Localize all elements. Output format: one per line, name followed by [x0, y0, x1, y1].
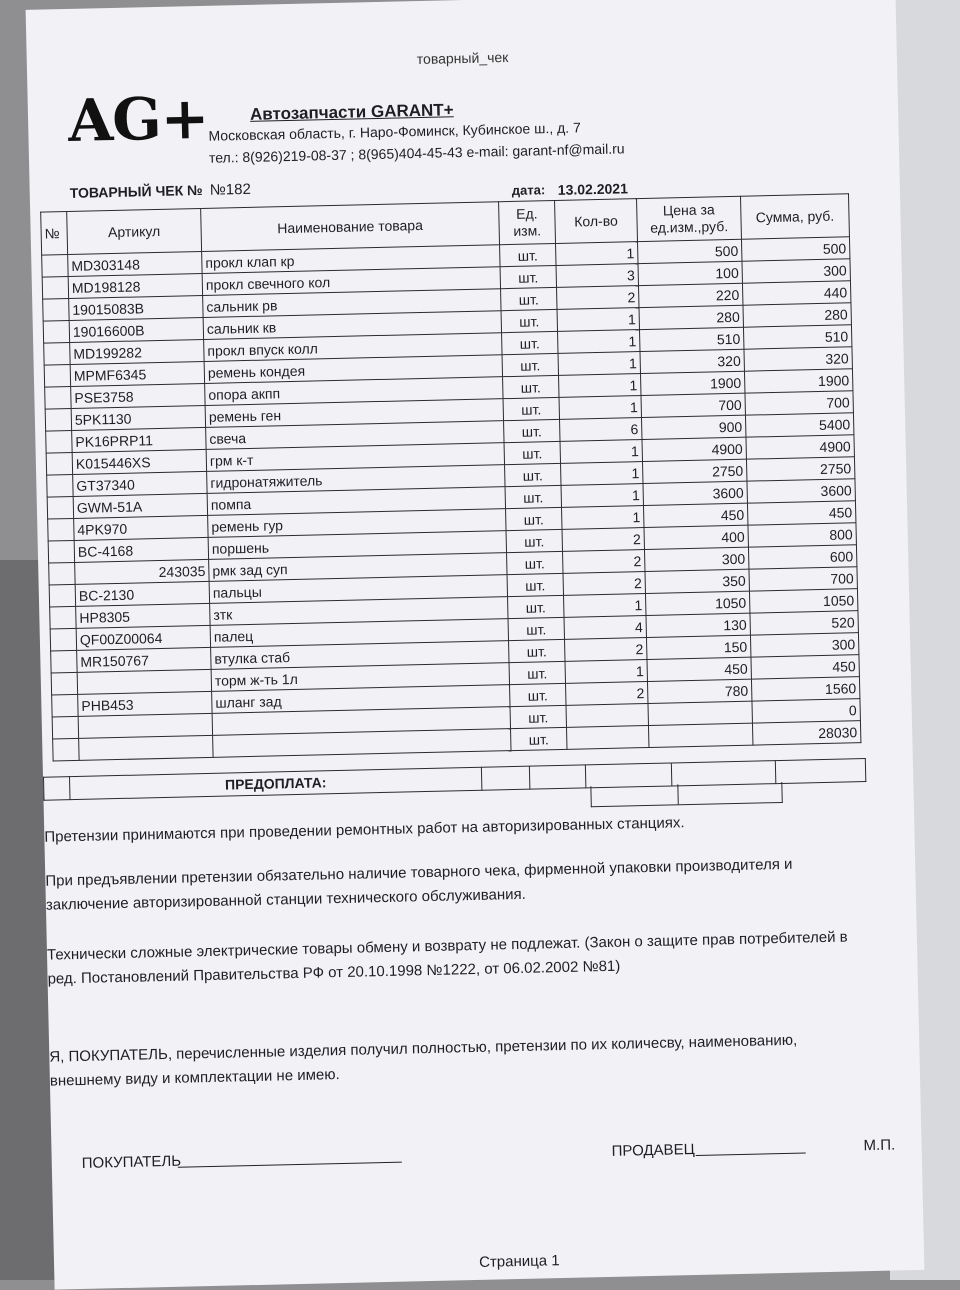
cell-unit: шт. [511, 727, 567, 750]
cell-unit: шт. [501, 287, 557, 310]
cell-article: MD199282 [70, 339, 204, 364]
cell-price: 500 [638, 239, 742, 263]
buyer-signature-line [178, 1162, 402, 1168]
cell-sum: 28030 [752, 721, 860, 745]
cell-article: MPMF6345 [70, 361, 204, 386]
cell-name: сальник рв [203, 289, 501, 318]
cell-num [48, 518, 74, 541]
cell-name: прокл впуск колл [204, 333, 502, 362]
company-name: Автозапчасти GARANT+ [249, 100, 454, 124]
stamp-placeholder: М.П. [863, 1136, 896, 1155]
header-unit: Ед. изм. [499, 200, 556, 244]
cell-article: BC-2130 [75, 581, 209, 606]
cell-name: шланг зад [212, 685, 510, 714]
cell-price [648, 723, 752, 747]
cell-unit: шт. [507, 551, 563, 574]
cell-price: 280 [639, 305, 743, 329]
cell-article [78, 713, 212, 738]
cell-price: 100 [638, 261, 742, 285]
cell-num [46, 452, 72, 475]
cell-article: K015446XS [72, 449, 206, 474]
cell-unit: шт. [507, 573, 563, 596]
cell-qty: 4 [564, 616, 646, 640]
cell-name: помпа [207, 487, 505, 516]
cell-name: торм ж-ть 1л [211, 663, 509, 692]
prepayment-cell [529, 765, 586, 789]
cell-sum: 320 [744, 347, 852, 371]
cell-num [50, 628, 76, 651]
cell-price: 150 [646, 635, 750, 659]
cell-unit: шт. [504, 441, 560, 464]
buyer-signature-label: ПОКУПАТЕЛЬ [81, 1152, 182, 1172]
cell-qty [567, 725, 649, 749]
cell-qty: 1 [558, 352, 640, 376]
prepayment-cell [481, 766, 530, 790]
cell-num [52, 694, 78, 717]
cell-sum: 700 [749, 567, 857, 591]
cell-qty: 1 [558, 330, 640, 354]
cell-article: PHB453 [78, 691, 212, 716]
cell-article: MR150767 [77, 647, 211, 672]
receipt-paper [26, 0, 925, 1290]
cell-num [50, 606, 76, 629]
cell-qty: 1 [562, 506, 644, 530]
cell-num [47, 496, 73, 519]
cell-num [45, 386, 71, 409]
cell-sum: 500 [741, 237, 849, 261]
cell-article: MD198128 [68, 273, 202, 298]
cell-price: 130 [646, 613, 750, 637]
cell-num [46, 430, 72, 453]
cell-name: прокл клап кр [202, 245, 500, 274]
cell-article: 5PK1130 [71, 405, 205, 430]
cell-qty: 1 [565, 659, 647, 683]
cell-price: 320 [640, 349, 744, 373]
cell-article: GWM-51A [73, 493, 207, 518]
cell-sum: 280 [743, 303, 851, 327]
cell-price: 350 [645, 569, 749, 593]
cell-sum: 600 [748, 545, 856, 569]
cell-num [49, 584, 75, 607]
cell-price: 400 [644, 525, 748, 549]
cell-unit: шт. [504, 419, 560, 442]
cell-sum: 700 [745, 391, 853, 415]
header-num: № [41, 212, 68, 256]
cell-article: 19015083B [69, 295, 203, 320]
cell-num [53, 738, 79, 761]
cell-name: сальник кв [203, 311, 501, 340]
cell-name: свеча [206, 421, 504, 450]
cell-sum: 5400 [745, 413, 853, 437]
cell-price: 2750 [642, 459, 746, 483]
receipt-date: 13.02.2021 [557, 180, 629, 198]
cell-num [51, 650, 77, 673]
cell-unit: шт. [503, 397, 559, 420]
cell-article: 19016600B [69, 317, 203, 342]
cell-name: ремень гур [208, 509, 506, 538]
receipt-title: ТОВАРНЫЙ ЧЕК № [69, 181, 203, 201]
cell-article [77, 669, 211, 694]
terms-paragraph: При предъявлении претензии обязательно наличие товарного чека, фирменной упаковки производителя и заключение авторизированной станции технического обслуживания. [45, 855, 793, 914]
cell-num [52, 716, 78, 739]
terms-paragraph: Претензии принимаются при проведении ремонтных работ на авторизированных станциях. [44, 814, 685, 846]
cell-name: гидронатяжитель [207, 465, 505, 494]
cell-qty: 3 [556, 264, 638, 288]
cell-unit: шт. [509, 661, 565, 684]
cell-unit: шт. [506, 529, 562, 552]
cell-num [42, 277, 68, 300]
cell-num [44, 343, 70, 366]
company-address: Московская область, г. Наро-Фоминск, Кубинское ш., д. 7 [208, 119, 581, 144]
cell-sum: 3600 [747, 479, 855, 503]
cell-qty: 1 [560, 440, 642, 464]
cell-qty: 1 [556, 242, 638, 266]
cell-article: 4PK970 [74, 515, 208, 540]
header-price: Цена за ед.изм.,руб. [637, 196, 742, 241]
cell-name: зтк [210, 597, 508, 626]
cell-article: BC-4168 [74, 537, 208, 562]
cell-qty: 1 [564, 594, 646, 618]
cell-sum: 1050 [749, 589, 857, 613]
cell-unit: шт. [506, 507, 562, 530]
cell-qty: 2 [566, 681, 648, 705]
cell-unit: шт. [502, 353, 558, 376]
cell-unit: шт. [505, 463, 561, 486]
cell-price: 780 [647, 679, 751, 703]
cell-sum: 510 [743, 325, 851, 349]
cell-qty: 2 [557, 286, 639, 310]
cell-qty: 1 [559, 396, 641, 420]
cell-num [48, 540, 74, 563]
cell-article [79, 735, 213, 760]
cell-price: 450 [647, 657, 751, 681]
cell-article: QF00Z00064 [76, 625, 210, 650]
cell-article: 243035 [75, 559, 209, 584]
cell-num [49, 562, 75, 585]
cell-unit: шт. [505, 485, 561, 508]
cell-sum: 2750 [746, 457, 854, 481]
cell-qty: 2 [563, 572, 645, 596]
cell-sum: 450 [747, 501, 855, 525]
cell-article: MD303148 [68, 251, 202, 276]
cell-num [44, 365, 70, 388]
document-tag: товарный_чек [416, 48, 509, 68]
cell-name: рмк зад суп [209, 553, 507, 582]
cell-num [43, 299, 69, 322]
cell-sum: 4900 [746, 435, 854, 459]
cell-unit: шт. [500, 243, 556, 266]
cell-price: 300 [644, 547, 748, 571]
header-sum: Сумма, руб. [741, 194, 850, 239]
items-table [40, 193, 861, 761]
prepayment-num-cell [44, 777, 71, 801]
cell-unit: шт. [510, 683, 566, 706]
cell-name: опора акпп [205, 377, 503, 406]
cell-sum: 800 [748, 523, 856, 547]
cell-sum: 450 [751, 655, 859, 679]
cell-price [648, 701, 752, 725]
cell-qty: 2 [563, 550, 645, 574]
cell-qty: 6 [560, 418, 642, 442]
cell-unit: шт. [501, 309, 557, 332]
buyer-statement: Я, ПОКУПАТЕЛЬ, перечисленные изделия получил полностью, претензии по их количесву, наименованию, внешнему виду и комплектации не имею. [49, 1031, 798, 1090]
cell-name: пальцы [209, 575, 507, 604]
cell-price: 510 [640, 327, 744, 351]
prepayment-label: ПРЕДОПЛАТА: [69, 767, 481, 799]
cell-sum: 440 [742, 281, 850, 305]
cell-price: 1900 [640, 371, 744, 395]
seller-signature-line [696, 1153, 806, 1156]
cell-num [43, 321, 69, 344]
terms-paragraph: Технически сложные электрические товары обмену и возврату не подлежат. (Закон о защите прав потребителей в ред. Постановлений Правительства РФ от 20.10.1998 №1222, от 06.02.2002 №81) [46, 928, 848, 988]
cell-num [51, 672, 77, 695]
prepayment-cell [775, 759, 865, 784]
header-qty: Кол-во [555, 199, 638, 244]
cell-unit: шт. [503, 375, 559, 398]
cell-qty: 1 [561, 484, 643, 508]
cell-unit: шт. [508, 617, 564, 640]
cell-num [45, 408, 71, 431]
cell-name: палец [210, 619, 508, 648]
cell-unit: шт. [500, 265, 556, 288]
cell-sum: 300 [750, 633, 858, 657]
cell-unit: шт. [502, 331, 558, 354]
cell-price: 450 [643, 503, 747, 527]
cell-unit: шт. [509, 639, 565, 662]
seller-signature-label: ПРОДАВЕЦ [611, 1141, 695, 1160]
cell-price: 4900 [642, 437, 746, 461]
cell-name: прокл свечного кол [202, 267, 500, 296]
cell-price: 3600 [643, 481, 747, 505]
cell-name: поршень [208, 531, 506, 560]
cell-num [42, 255, 68, 278]
cell-sum: 0 [752, 699, 860, 723]
date-label: дата: [511, 182, 546, 198]
cell-qty: 2 [565, 637, 647, 661]
cell-price: 900 [641, 415, 745, 439]
cell-sum: 1900 [744, 369, 852, 393]
cell-qty [566, 703, 648, 727]
cell-name: втулка стаб [211, 641, 509, 670]
cell-unit: шт. [508, 595, 564, 618]
cell-qty: 1 [557, 308, 639, 332]
company-contacts: тел.: 8(926)219-08-37 ; 8(965)404-45-43 e-mail: garant-nf@mail.ru [208, 140, 625, 166]
cell-name: ремень ген [205, 399, 503, 428]
cell-name: ремень кондея [204, 355, 502, 384]
cell-qty: 2 [562, 528, 644, 552]
cell-sum: 520 [750, 611, 858, 635]
cell-qty: 1 [561, 462, 643, 486]
company-logo: AG+ [67, 83, 209, 155]
page-number: Страница 1 [478, 1252, 560, 1271]
cell-num [47, 474, 73, 497]
cell-price: 220 [639, 283, 743, 307]
cell-article: HP8305 [76, 603, 210, 628]
cell-price: 1050 [645, 591, 749, 615]
cell-name: грм к-т [206, 443, 504, 472]
header-article: Артикул [67, 208, 202, 254]
cell-qty: 1 [559, 374, 641, 398]
cell-unit: шт. [510, 705, 566, 728]
cell-article: PSE3758 [71, 383, 205, 408]
cell-price: 700 [641, 393, 745, 417]
cell-sum: 300 [742, 259, 850, 283]
receipt-number: №182 [209, 180, 252, 199]
cell-sum: 1560 [751, 677, 859, 701]
cell-article: GT37340 [73, 471, 207, 496]
cell-article: PK16PRP11 [72, 427, 206, 452]
header-name: Наименование товара [201, 202, 500, 252]
prepayment-extra-boxes [590, 782, 782, 807]
